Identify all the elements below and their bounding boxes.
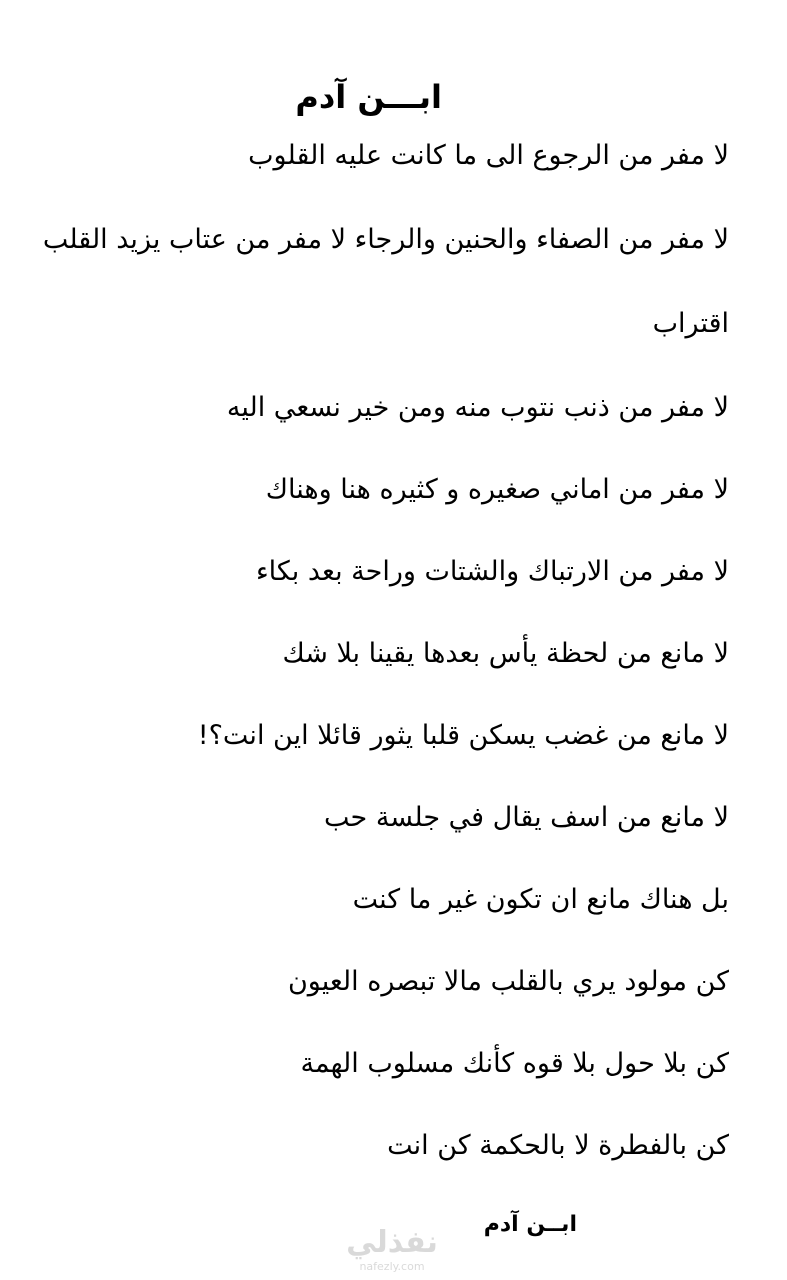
poem-line-10: بل هناك مانع ان تكون غير ما كنت — [352, 884, 729, 915]
poem-line-3: اقتراب — [652, 308, 729, 339]
signature: ابــن آدم — [483, 1212, 577, 1237]
poem-line-6: لا مفر من الارتباك والشتات وراحة بعد بكاء — [255, 556, 729, 587]
poem-line-9: لا مانع من اسف يقال في جلسة حب — [324, 802, 729, 833]
poem-line-2: لا مفر من الصفاء والحنين والرجاء لا مفر من عتاب يزيد القلب — [42, 224, 729, 255]
watermark-logo — [342, 1226, 442, 1278]
poem-line-1: لا مفر من الرجوع الى ما كانت عليه القلوب — [248, 140, 729, 171]
poem-line-5: لا مفر من اماني صغيره و كثيره هنا وهناك — [265, 474, 729, 505]
document-title: ابـــن آدم — [295, 78, 442, 116]
poem-line-12: كن بلا حول بلا قوه كأنك مسلوب الهمة — [300, 1048, 729, 1079]
watermark-arabic: نفذلي — [346, 1225, 438, 1260]
poem-line-8: لا مانع من غضب يسكن قلبا يثور قائلا اين انت؟! — [197, 720, 729, 751]
poem-body — [42, 136, 729, 1166]
poem-line-4: لا مفر من ذنب نتوب منه ومن خير نسعي اليه — [226, 392, 729, 423]
watermark-url: nafezly.com — [359, 1260, 425, 1273]
poem-line-11: كن مولود يري بالقلب مالا تبصره العيون — [287, 966, 729, 997]
poem-line-13: كن بالفطرة لا بالحكمة كن انت — [387, 1130, 729, 1161]
poem-line-7: لا مانع من لحظة يأس بعدها يقينا بلا شك — [282, 638, 729, 669]
